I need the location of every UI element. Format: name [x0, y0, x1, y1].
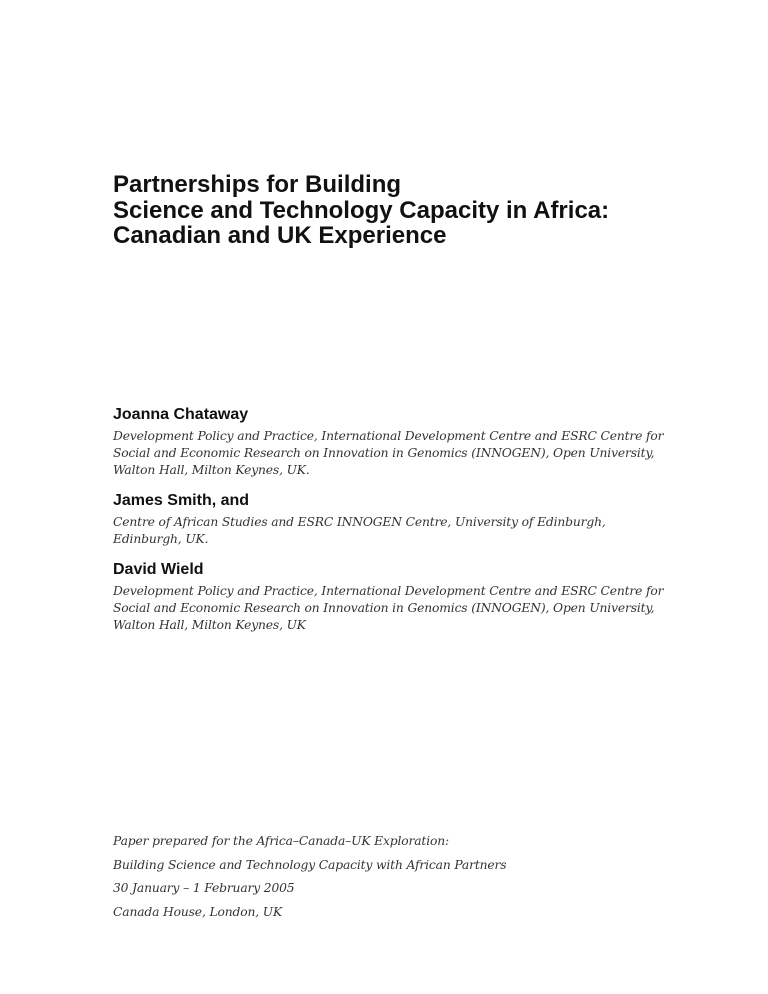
affiliation-line: Development Policy and Practice, International Development Centre and ESRC Centre for	[113, 429, 664, 443]
document-title	[113, 172, 609, 249]
author-affiliation	[113, 428, 663, 479]
author-name: James Smith, and	[113, 492, 250, 509]
affiliation-line: Walton Hall, Milton Keynes, UK	[113, 618, 306, 632]
title-line: Partnerships for Building	[113, 171, 402, 198]
affiliation-line: Centre of African Studies and ESRC INNOGEN Centre, University of Edinburgh,	[113, 515, 606, 529]
event-dates: 30 January – 1 February 2005	[113, 881, 295, 895]
affiliation-line: Walton Hall, Milton Keynes, UK.	[113, 463, 310, 477]
author-affiliation	[113, 583, 663, 634]
affiliation-line: Social and Economic Research on Innovation in Genomics (INNOGEN), Open University,	[113, 601, 655, 615]
affiliation-line: Edinburgh, UK.	[113, 532, 209, 546]
event-location: Canada House, London, UK	[113, 904, 283, 919]
event-subtitle: Building Science and Technology Capacity with African Partners	[113, 857, 507, 872]
title-line: Canadian and UK Experience	[113, 222, 447, 249]
affiliation-line: Development Policy and Practice, International Development Centre and ESRC Centre for	[113, 584, 664, 598]
title-line: Science and Technology Capacity in Africa:	[113, 196, 610, 224]
author-affiliation	[113, 514, 606, 548]
author-name: Joanna Chataway	[113, 406, 249, 423]
event-prepared-for: Paper prepared for the Africa–Canada–UK Exploration:	[113, 834, 450, 848]
author-name: David Wield	[113, 561, 204, 578]
affiliation-line: Social and Economic Research on Innovation in Genomics (INNOGEN), Open University,	[113, 446, 655, 460]
event-info	[113, 830, 506, 924]
